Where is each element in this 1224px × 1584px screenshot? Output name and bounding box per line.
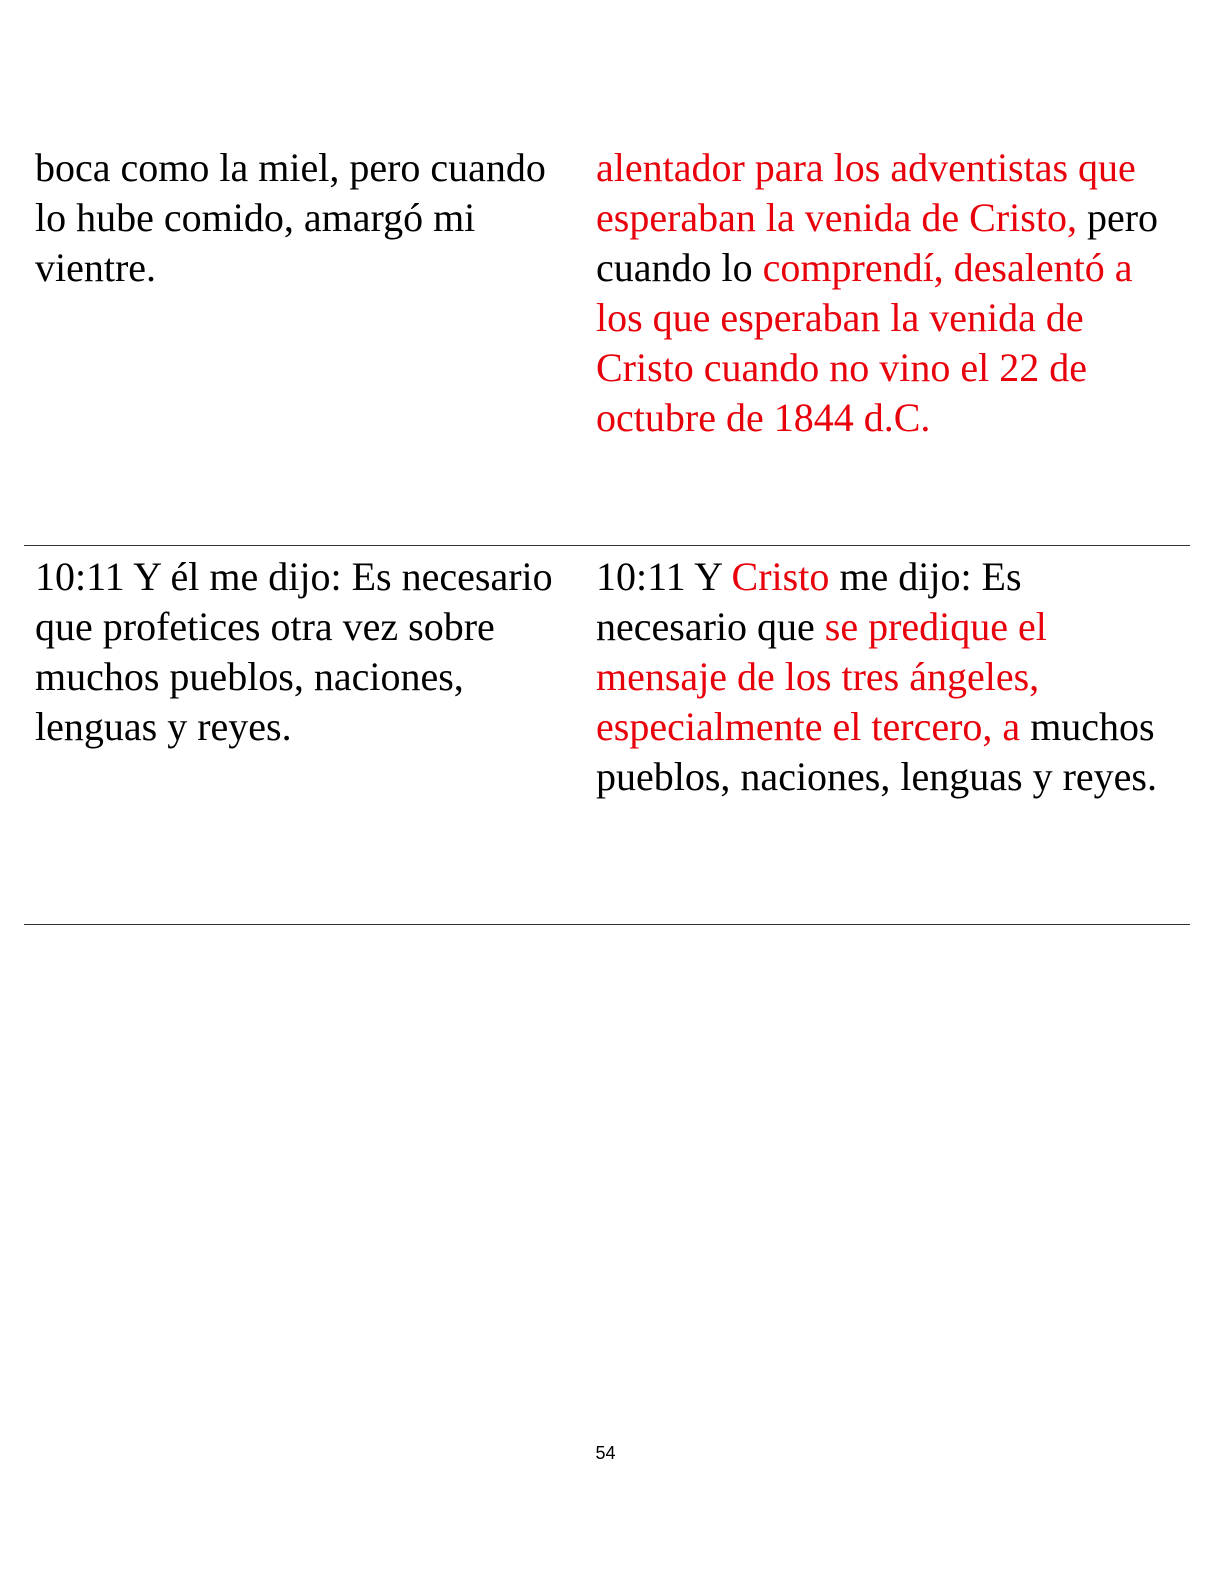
commentary-highlight: comprendí, desalentó a los que esperaban la venida de Cristo cuando no vino el 22 de octubre de 1844 d.C.	[596, 245, 1133, 440]
table-row	[24, 546, 1190, 925]
commentary-text: muchos pueblos, naciones, lenguas y reyes.	[596, 704, 1157, 799]
commentary-text: pero cuando lo	[596, 195, 1159, 290]
verse-text-cell	[24, 143, 596, 545]
commentary-highlight: alentador para los adventistas que esperaban la venida de Cristo,	[596, 145, 1136, 240]
commentary-cell	[596, 143, 1190, 545]
verse-text: boca como la miel, pero cuando lo hube comido, amargó mi vientre.	[35, 145, 546, 290]
commentary-highlight: se predique el mensaje de los tres ángeles, especialmente el tercero, a	[596, 604, 1047, 749]
table-row	[24, 0, 1190, 546]
verse-text: 10:11 Y él me dijo: Es necesario que profetices otra vez sobre muchos pueblos, naciones, lenguas y reyes.	[35, 554, 553, 749]
commentary-cell	[596, 552, 1190, 924]
commentary-text: me dijo: Es necesario que	[596, 554, 1022, 649]
verse-text-cell	[24, 552, 596, 924]
commentary-highlight: Cristo	[731, 554, 830, 599]
page-number: 54	[595, 1443, 616, 1463]
comparison-table	[24, 0, 1190, 925]
commentary-text: 10:11 Y	[596, 554, 732, 599]
